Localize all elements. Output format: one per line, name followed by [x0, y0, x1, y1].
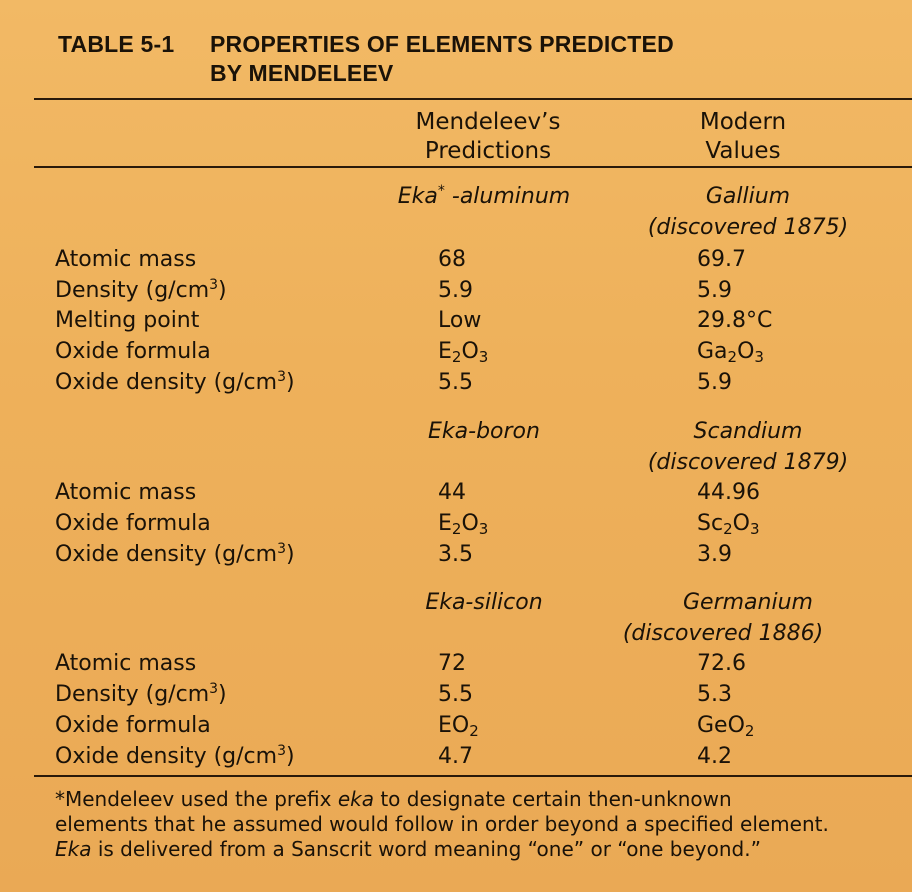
predicted-formula: [438, 509, 488, 539]
modern-value: 5.9: [697, 370, 732, 395]
label-superscript: 3: [209, 277, 219, 293]
label-text-end: ): [218, 682, 227, 707]
predicted-value: 72: [438, 651, 466, 676]
footnote-text: *Mendeleev used the prefix: [55, 787, 338, 811]
label-superscript: 3: [277, 369, 287, 385]
formula-part: E: [438, 511, 452, 536]
header-rule: [34, 166, 912, 168]
formula-subscript: 2: [451, 348, 462, 366]
group-element-name: Germanium: [683, 590, 813, 615]
group-discovered: (discovered 1886): [622, 621, 824, 646]
formula-part: Ga: [697, 339, 728, 364]
modern-formula: [697, 509, 759, 539]
table-title: [58, 30, 674, 88]
footnote: [55, 787, 885, 862]
row-label: [55, 742, 295, 772]
footnote-text: is delivered from a Sanscrit word meaning “one” or “one beyond.”: [91, 837, 761, 861]
label-superscript: 3: [209, 681, 219, 697]
predicted-name-text: Eka: [397, 184, 438, 209]
column-header-predictions-line2: Predictions: [424, 138, 552, 164]
formula-subscript: 2: [723, 520, 733, 538]
column-header-modern-line2: Values: [705, 138, 781, 164]
table-title-line1: PROPERTIES OF ELEMENTS PREDICTED: [210, 31, 674, 57]
group-predicted-name: Eka-boron: [428, 419, 540, 444]
modern-value: 4.2: [697, 744, 732, 769]
predicted-value: 5.5: [438, 370, 473, 395]
row-label: [55, 368, 295, 398]
top-rule: [34, 98, 912, 100]
table-title-line2: BY MENDELEEV: [210, 60, 394, 86]
predicted-formula: [438, 711, 479, 741]
footer-rule: [34, 775, 912, 777]
formula-part: E: [438, 339, 452, 364]
table-number: TABLE 5-1: [58, 31, 175, 57]
label-text-end: ): [286, 370, 295, 395]
row-label: Atomic mass: [55, 651, 197, 676]
label-superscript: 3: [277, 541, 287, 557]
label-text: Density (g/cm: [55, 682, 210, 707]
row-label: Atomic mass: [55, 247, 197, 272]
formula-subscript: 2: [744, 722, 755, 740]
formula-subscript: 2: [451, 520, 462, 538]
formula-subscript: 3: [754, 348, 764, 366]
predicted-value: 68: [438, 247, 466, 272]
predicted-value: 4.7: [438, 744, 473, 769]
formula-part: GeO: [697, 713, 745, 738]
group-predicted-name: [364, 182, 604, 212]
label-text-end: ): [286, 542, 295, 567]
formula-part: O: [461, 511, 479, 536]
group-predicted-name: Eka-silicon: [425, 590, 543, 615]
predicted-formula: [438, 337, 488, 367]
formula-subscript: 3: [749, 520, 760, 538]
predicted-value: Low: [438, 308, 482, 333]
formula-subscript: 2: [727, 348, 738, 366]
modern-value: 5.9: [697, 278, 732, 303]
row-label: [55, 680, 227, 710]
label-superscript: 3: [277, 743, 287, 759]
label-text-end: ): [286, 744, 295, 769]
predicted-value: 5.5: [438, 682, 473, 707]
modern-value: 3.9: [697, 542, 732, 567]
modern-value: 69.7: [697, 247, 746, 272]
formula-subscript: 3: [478, 520, 489, 538]
row-label: [55, 540, 295, 570]
row-label: Oxide formula: [55, 713, 211, 738]
label-text: Oxide density (g/cm: [55, 744, 278, 769]
label-text: Density (g/cm: [55, 278, 210, 303]
footnote-line3: [55, 837, 885, 862]
formula-part: O: [732, 511, 750, 536]
predicted-value: 5.9: [438, 278, 473, 303]
predicted-value: 3.5: [438, 542, 473, 567]
column-header-predictions-line1: Mendeleev’s: [415, 109, 561, 135]
label-text: Oxide density (g/cm: [55, 542, 278, 567]
group-discovered: (discovered 1879): [647, 450, 849, 475]
label-text-end: ): [218, 278, 227, 303]
row-label: [55, 276, 227, 306]
formula-part: Sc: [697, 511, 724, 536]
formula-part: O: [737, 339, 755, 364]
formula-part: O: [461, 339, 479, 364]
group-element-name: Gallium: [705, 184, 791, 209]
footnote-marker: *: [437, 183, 445, 199]
footnote-italic: eka: [337, 787, 374, 811]
formula-subscript: 3: [478, 348, 489, 366]
formula-part: EO: [438, 713, 470, 738]
footnote-line1: [55, 787, 885, 812]
column-header-predictions: [393, 108, 583, 166]
modern-value: 29.8°C: [697, 308, 773, 333]
row-label: Oxide formula: [55, 339, 211, 364]
predicted-name-suffix: -aluminum: [444, 184, 571, 209]
column-header-modern: [648, 108, 838, 166]
modern-value: 72.6: [697, 651, 746, 676]
row-label: Atomic mass: [55, 480, 197, 505]
label-text: Oxide density (g/cm: [55, 370, 278, 395]
modern-value: 44.96: [697, 480, 760, 505]
footnote-text: to designate certain then-unknown: [373, 787, 732, 811]
group-element-name: Scandium: [693, 419, 803, 444]
column-header-modern-line1: Modern: [699, 109, 787, 135]
modern-formula: [697, 337, 764, 367]
modern-value: 5.3: [697, 682, 732, 707]
modern-formula: [697, 711, 754, 741]
formula-subscript: 2: [469, 722, 479, 740]
predicted-value: 44: [438, 480, 466, 505]
group-discovered: (discovered 1875): [647, 215, 849, 240]
row-label: Oxide formula: [55, 511, 211, 536]
row-label: Melting point: [55, 308, 200, 333]
footnote-italic: Eka: [55, 837, 92, 861]
footnote-line2: elements that he assumed would follow in order beyond a specified element.: [55, 812, 829, 836]
